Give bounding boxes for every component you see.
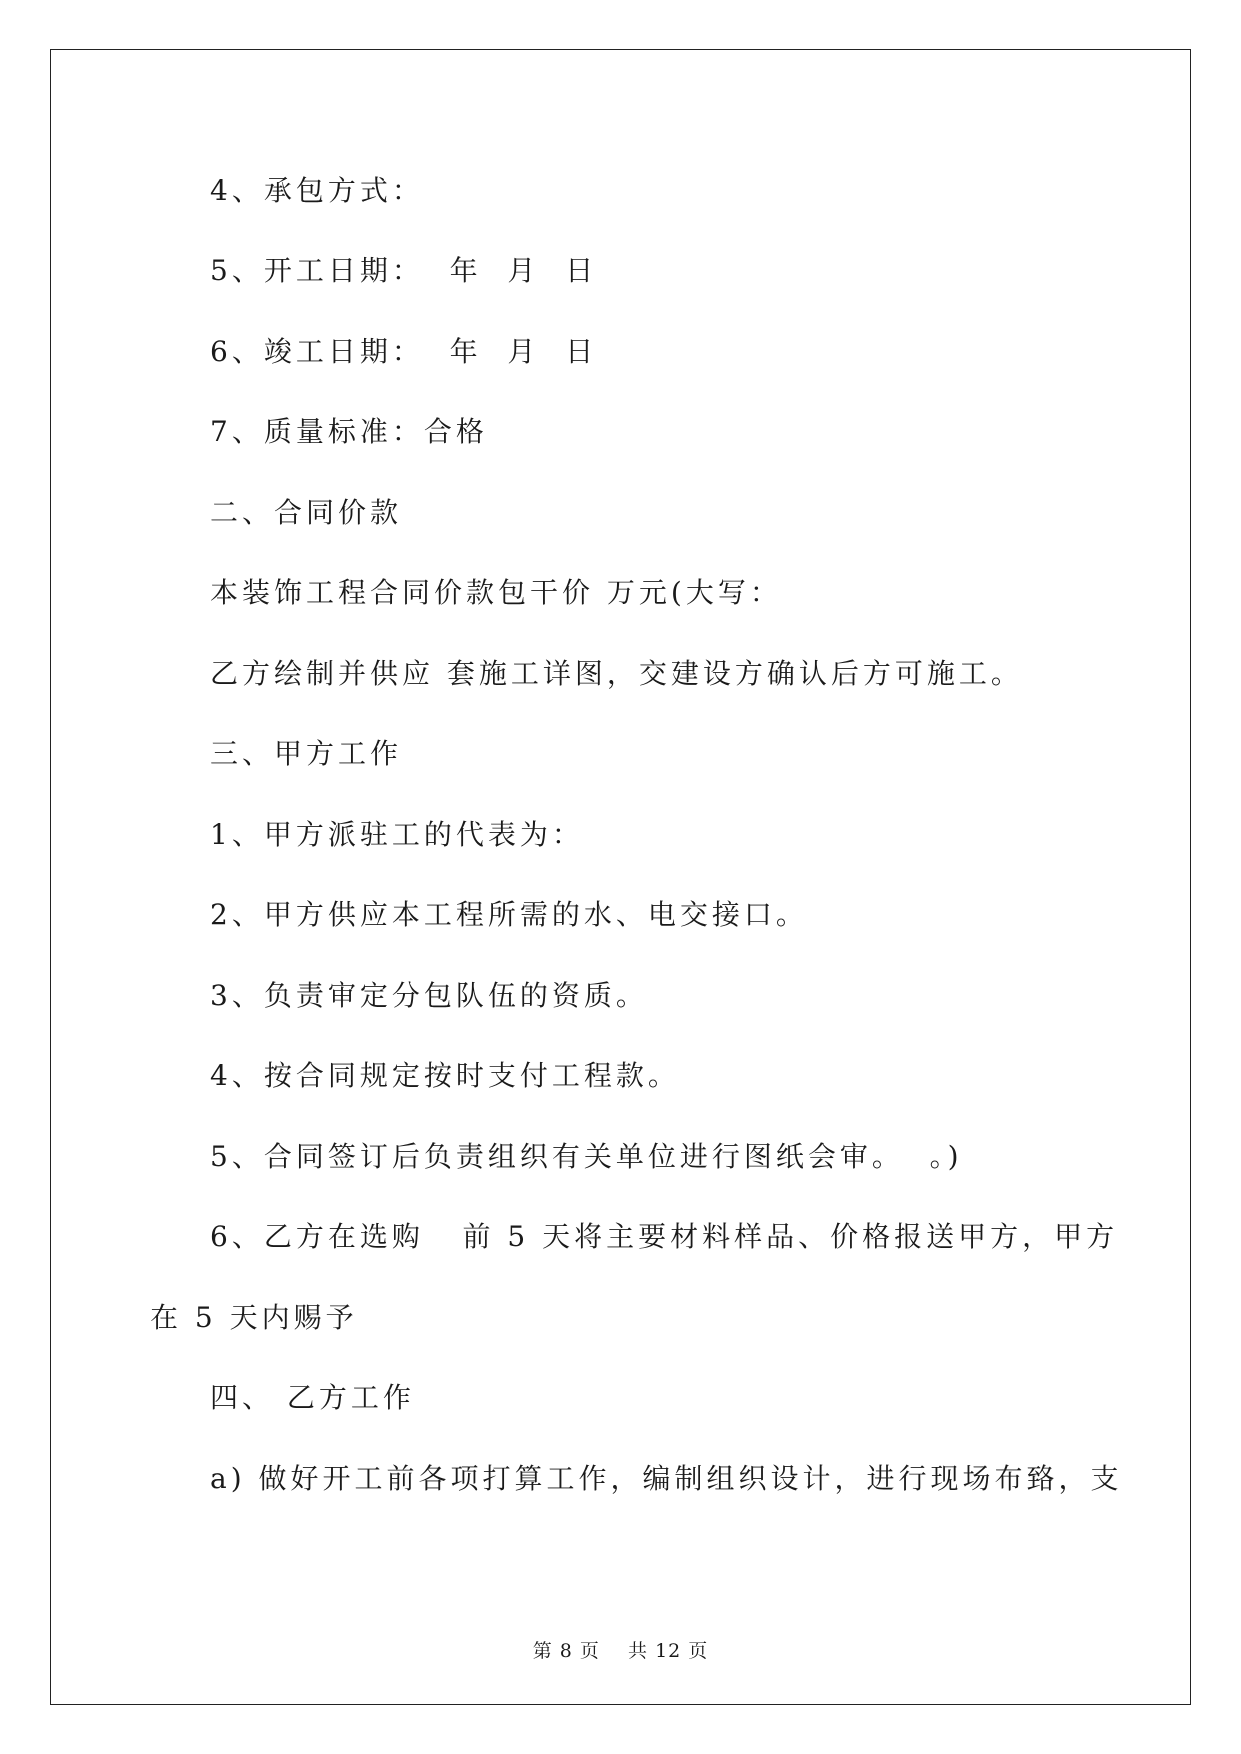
section-heading-contract-price: 二、合同价款 xyxy=(210,496,403,529)
clause-drawing-review: 5、合同签订后负责组织有关单位进行图纸会审。 。) xyxy=(210,1140,963,1173)
clause-review-subcontractors: 3、负责审定分包队伍的资质。 xyxy=(210,979,648,1012)
page-border xyxy=(50,49,1191,1705)
clause-completion-date: 6、竣工日期： 年 月 日 xyxy=(210,335,598,368)
clause-material-samples-continued: 在 5 天内赐予 xyxy=(150,1301,358,1334)
section-heading-party-b-work: 四、 乙方工作 xyxy=(210,1381,415,1414)
clause-payment: 4、按合同规定按时支付工程款。 xyxy=(210,1059,680,1092)
clause-party-b-preparation: a) 做好开工前各项打算工作，编制组织设计，进行现场布臵，支 xyxy=(210,1462,1123,1495)
clause-material-samples: 6、乙方在选购 前 5 天将主要材料样品、价格报送甲方，甲方 xyxy=(210,1220,1119,1253)
clause-contract-method: 4、承包方式： xyxy=(210,174,424,207)
clause-party-a-utilities: 2、甲方供应本工程所需的水、电交接口。 xyxy=(210,898,808,931)
paragraph-contract-price: 本装饰工程合同价款包干价 万元(大写： xyxy=(210,576,782,609)
page-number-footer: 第 8 页 共 12 页 xyxy=(532,1640,709,1662)
clause-start-date: 5、开工日期： 年 月 日 xyxy=(210,254,598,287)
section-heading-party-a-work: 三、甲方工作 xyxy=(210,737,403,770)
clause-party-a-representative: 1、甲方派驻工的代表为： xyxy=(210,818,584,851)
paragraph-drawings: 乙方绘制并供应 套施工详图，交建设方确认后方可施工。 xyxy=(210,657,1023,690)
clause-quality-standard: 7、质量标准：合格 xyxy=(210,415,488,448)
